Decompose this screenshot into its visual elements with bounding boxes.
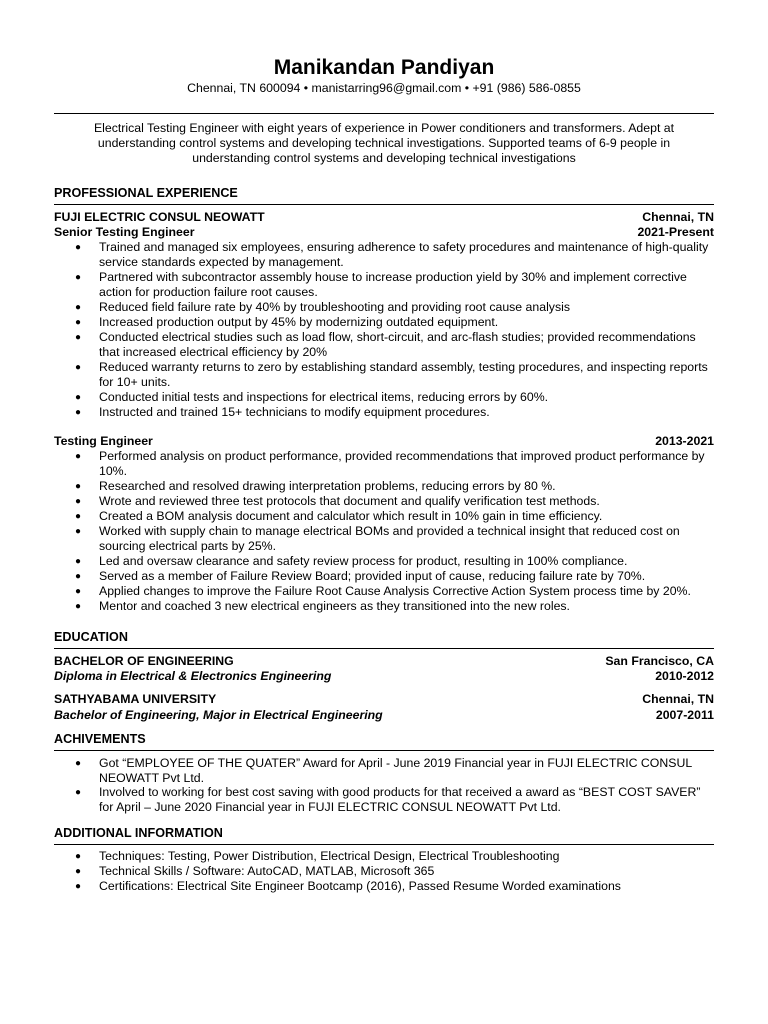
company-name: FUJI ELECTRIC CONSUL NEOWATT: [54, 210, 265, 224]
bullet-icon: ●: [75, 881, 82, 892]
section-divider: [54, 648, 714, 649]
bullet-icon: ●: [75, 481, 82, 492]
school-location: San Francisco, CA: [605, 654, 714, 668]
list-item: Instructed and trained 15+ technicians to modify equipment procedures.: [99, 405, 490, 419]
bullet-icon: ●: [75, 586, 82, 597]
list-item: Trained and managed six employees, ensuring adherence to safety procedures and maintenance of high-quality service standards expected by management.: [99, 240, 709, 269]
bullet-icon: ●: [75, 302, 82, 313]
list-item: Wrote and reviewed three test protocols that document and qualify verification test methods.: [99, 494, 600, 508]
list-item: Reduced warranty returns to zero by establishing standard assembly, testing procedures, and inspecting reports for 10+ units.: [99, 360, 708, 389]
bullet-icon: ●: [75, 556, 82, 567]
bullet-icon: ●: [75, 758, 82, 769]
company-location: Chennai, TN: [642, 210, 714, 224]
role-dates: 2013-2021: [655, 434, 714, 448]
list-item: Researched and resolved drawing interpretation problems, reducing errors by 80 %.: [99, 479, 556, 493]
bullet-icon: ●: [75, 392, 82, 403]
summary-paragraph: Electrical Testing Engineer with eight years of experience in Power conditioners and transformers. Adept at understanding control systems and developing technical investigations. Supported teams of 6-9 people in understanding control systems and developing technical investigations: [93, 121, 675, 165]
list-item: Applied changes to improve the Failure Root Cause Analysis Corrective Action System process time by 20%.: [99, 584, 691, 598]
list-item: Technical Skills / Software: AutoCAD, MATLAB, Microsoft 365: [99, 864, 435, 878]
role-title: Testing Engineer: [54, 434, 153, 448]
bullet-icon: ●: [75, 511, 82, 522]
bullet-icon: ●: [75, 866, 82, 877]
section-title-experience: PROFESSIONAL EXPERIENCE: [54, 186, 238, 200]
resume-name: Manikandan Pandiyan: [273, 56, 495, 79]
school-location: Chennai, TN: [642, 692, 714, 706]
bullet-icon: ●: [75, 242, 82, 253]
section-title-additional: ADDITIONAL INFORMATION: [54, 826, 223, 840]
degree-dates: 2007-2011: [655, 708, 714, 722]
list-item: Conducted electrical studies such as load flow, short-circuit, and arc-flash studies; provided recommendations that increased electrical efficiency by 20%: [99, 330, 696, 359]
bullet-icon: ●: [75, 362, 82, 373]
list-item: Got “EMPLOYEE OF THE QUATER” Award for April - June 2019 Financial year in FUJI ELECTRIC CONSUL NEOWATT Pvt Ltd.: [99, 756, 692, 785]
list-item: Involved to working for best cost saving with good products for that received a award as “BEST COST SAVER” for April – June 2020 Financial year in FUJI ELECTRIC CONSUL NEOWATT Pvt Ltd.: [99, 785, 701, 814]
role-title: Senior Testing Engineer: [54, 225, 195, 239]
list-item: Partnered with subcontractor assembly house to increase production yield by 30% and implement corrective action for production failure root causes.: [99, 270, 687, 299]
section-title-education: EDUCATION: [54, 630, 128, 644]
list-item: Conducted initial tests and inspections for electrical items, reducing errors by 60%.: [99, 390, 549, 404]
list-item: Created a BOM analysis document and calculator which result in 10% gain in time efficiency.: [99, 509, 603, 523]
list-item: Reduced field failure rate by 40% by troubleshooting and providing root cause analysis: [99, 300, 570, 314]
bullet-icon: ●: [75, 407, 82, 418]
list-item: Certifications: Electrical Site Engineer Bootcamp (2016), Passed Resume Worded examinations: [99, 879, 621, 893]
list-item: Techniques: Testing, Power Distribution, Electrical Design, Electrical Troubleshooting: [99, 849, 560, 863]
list-item: Increased production output by 45% by modernizing outdated equipment.: [99, 315, 499, 329]
degree-title: Diploma in Electrical & Electronics Engineering: [54, 669, 332, 683]
bullet-icon: ●: [75, 526, 82, 537]
header-divider: [54, 113, 714, 114]
section-divider: [54, 204, 714, 205]
degree-dates: 2010-2012: [655, 669, 714, 683]
list-item: Performed analysis on product performance, provided recommendations that improved product performance by 10%.: [99, 449, 705, 478]
list-item: Worked with supply chain to manage electrical BOMs and provided a technical insight that reduced cost on sourcing electrical parts by 25%.: [99, 524, 680, 553]
section-title-achievements: ACHIVEMENTS: [54, 732, 146, 746]
contact-line: Chennai, TN 600094 • manistarring96@gmail.com • +91 (986) 586-0855: [187, 81, 581, 95]
bullet-icon: ●: [75, 601, 82, 612]
list-item: Mentor and coached 3 new electrical engineers as they transitioned into the new roles.: [99, 599, 570, 613]
school-name: SATHYABAMA UNIVERSITY: [54, 692, 217, 706]
list-item: Led and oversaw clearance and safety review process for product, resulting in 100% compliance.: [99, 554, 628, 568]
section-divider: [54, 750, 714, 751]
bullet-icon: ●: [75, 787, 82, 798]
section-divider: [54, 844, 714, 845]
bullet-icon: ●: [75, 496, 82, 507]
bullet-icon: ●: [75, 272, 82, 283]
school-name: BACHELOR OF ENGINEERING: [54, 654, 234, 668]
bullet-icon: ●: [75, 851, 82, 862]
bullet-icon: ●: [75, 571, 82, 582]
list-item: Served as a member of Failure Review Board; provided input of cause, reducing failure rate by 70%.: [99, 569, 646, 583]
bullet-icon: ●: [75, 317, 82, 328]
degree-title: Bachelor of Engineering, Major in Electrical Engineering: [54, 708, 383, 722]
role-dates: 2021-Present: [637, 225, 714, 239]
bullet-icon: ●: [75, 451, 82, 462]
bullet-icon: ●: [75, 332, 82, 343]
